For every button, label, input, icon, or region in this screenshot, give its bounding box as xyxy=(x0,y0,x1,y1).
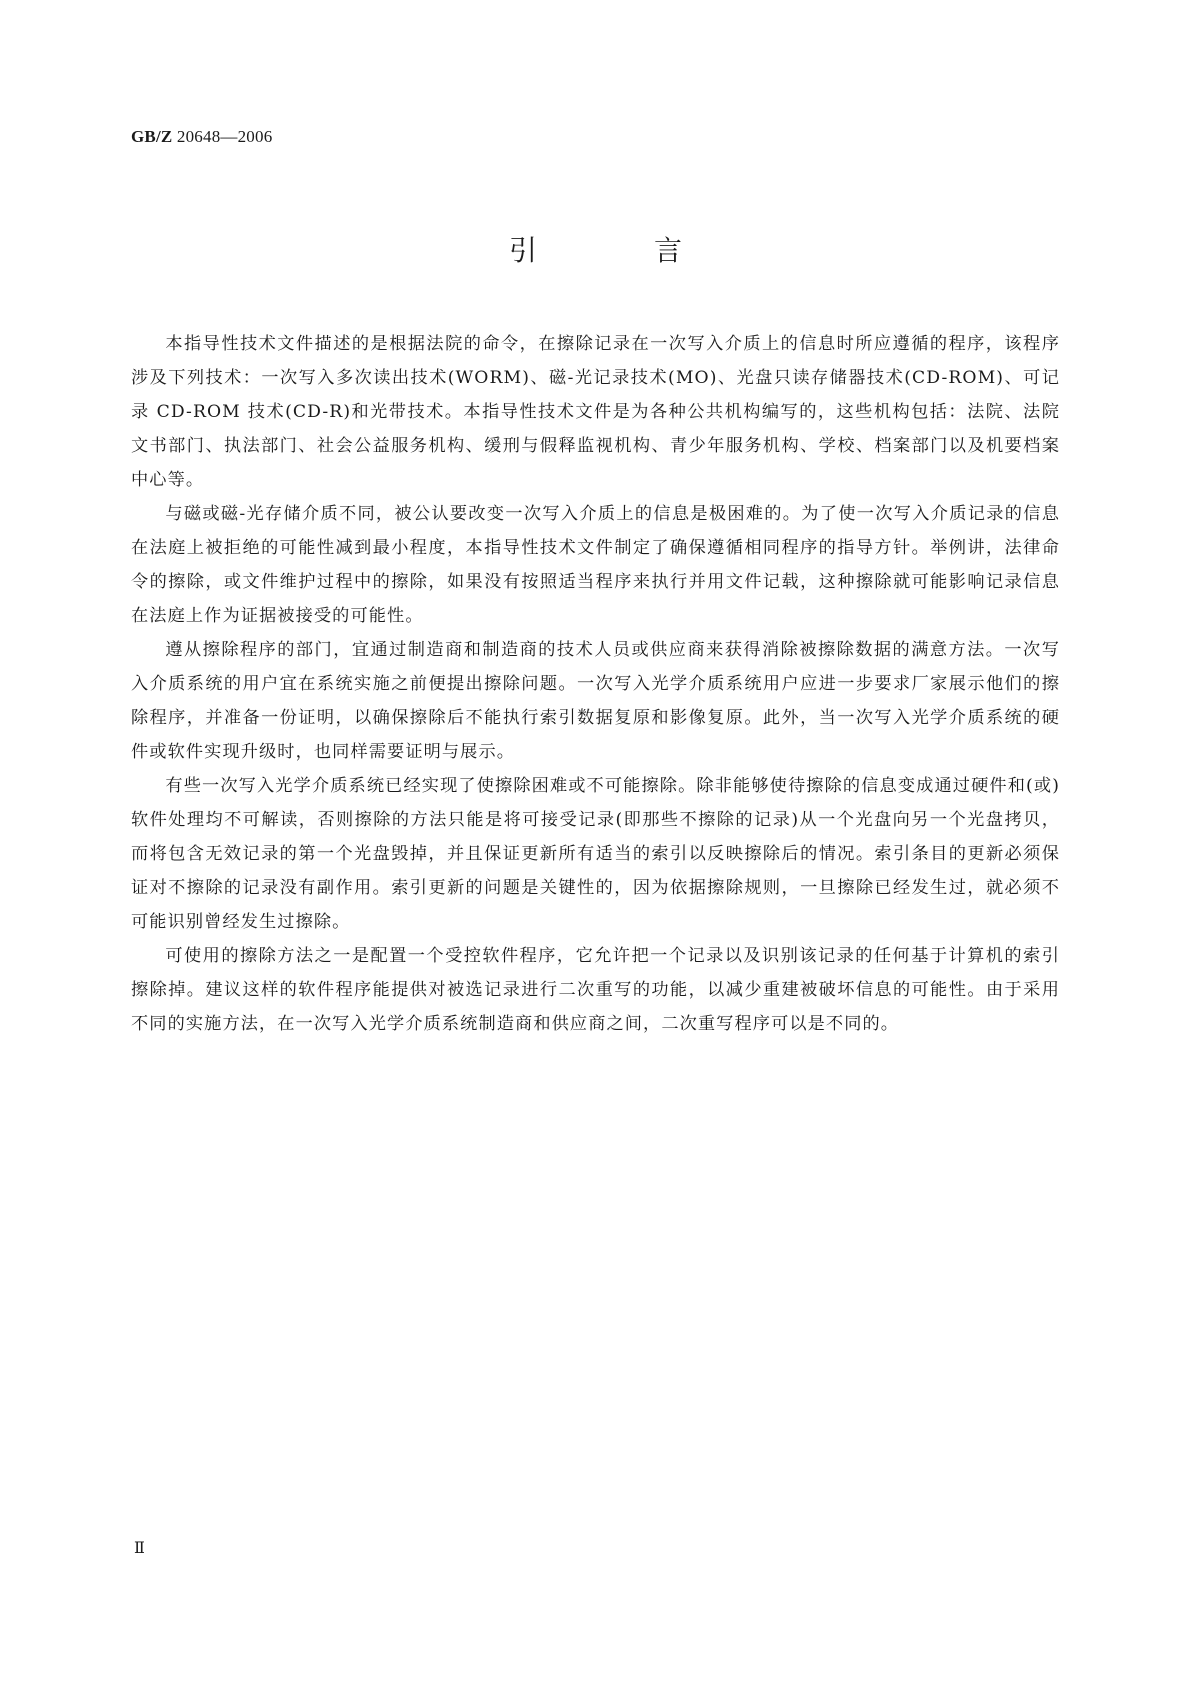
paragraph-3: 遵从擦除程序的部门，宜通过制造商和制造商的技术人员或供应商来获得消除被擦除数据的满意方法。一次写入介质系统的用户宜在系统实施之前便提出擦除问题。一次写入光学介质系统用户应进一步要求厂家展示他们的擦除程序，并准备一份证明，以确保擦除后不能执行索引数据复原和影像复原。此外，当一次写入光学介质系统的硬件或软件实现升级时，也同样需要证明与展示。 xyxy=(131,640,1060,762)
paragraph-1: 本指导性技术文件描述的是根据法院的命令，在擦除记录在一次写入介质上的信息时所应遵循的程序，该程序涉及下列技术：一次写入多次读出技术(WORM)、磁-光记录技术(MO)、光盘只读存储器技术(CD-ROM)、可记录 CD-ROM 技术(CD-R)和光带技术。本指导性技术文件是为各种公共机构编写的，这些机构包括：法院、法院文书部门、执法部门、社会公益服务机构、缓刑与假释监视机构、青少年服务机构、学校、档案部门以及机要档案中心等。 xyxy=(131,334,1060,490)
paragraph-4: 有些一次写入光学介质系统已经实现了使擦除困难或不可能擦除。除非能够使待擦除的信息变成通过硬件和(或)软件处理均不可解读，否则擦除的方法只能是将可接受记录(即那些不擦除的记录)从一个光盘向另一个光盘拷贝，而将包含无效记录的第一个光盘毁掉，并且保证更新所有适当的索引以反映擦除后的情况。索引条目的更新必须保证对不擦除的记录没有副作用。索引更新的问题是关键性的，因为依据擦除规则，一旦擦除已经发生过，就必须不可能识别曾经发生过擦除。 xyxy=(131,776,1060,932)
body-text xyxy=(131,327,1060,1041)
standard-code xyxy=(131,127,272,147)
page-title: 引 言 xyxy=(509,234,736,267)
paragraph-5: 可使用的擦除方法之一是配置一个受控软件程序，它允许把一个记录以及识别该记录的任何基于计算机的索引擦除掉。建议这样的软件程序能提供对被选记录进行二次重写的功能，以减少重建被破坏信息的可能性。由于采用不同的实施方法，在一次写入光学介质系统制造商和供应商之间，二次重写程序可以是不同的。 xyxy=(131,946,1060,1034)
standard-code-prefix: GB/Z xyxy=(131,127,173,146)
page-number: Ⅱ xyxy=(134,1540,145,1557)
paragraph-2: 与磁或磁-光存储介质不同，被公认要改变一次写入介质上的信息是极困难的。为了使一次写入介质记录的信息在法庭上被拒绝的可能性减到最小程度，本指导性技术文件制定了确保遵循相同程序的指导方针。举例讲，法律命令的擦除，或文件维护过程中的擦除，如果没有按照适当程序来执行并用文件记载，这种擦除就可能影响记录信息在法庭上作为证据被接受的可能性。 xyxy=(131,504,1060,626)
standard-code-number: 20648—2006 xyxy=(176,127,273,146)
